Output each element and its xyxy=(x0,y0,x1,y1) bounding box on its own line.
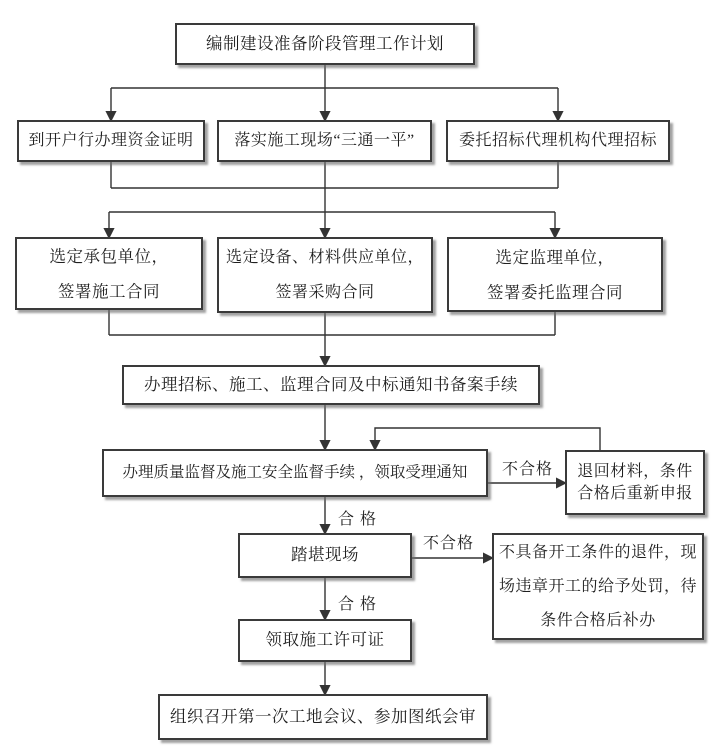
node-label: 办理质量监督及施工安全监督手续 ，领取受理通知 xyxy=(122,463,468,481)
node-label: 不具备开工条件的退件，现 xyxy=(498,543,697,561)
node-plan xyxy=(175,23,475,65)
node-label: 条件合格后补办 xyxy=(540,611,656,629)
node-supplier xyxy=(217,237,433,313)
node-label: 编制建设准备阶段管理工作计划 xyxy=(206,33,444,53)
edge-label-fail-1: 不合格 xyxy=(502,461,554,478)
node-site-survey xyxy=(238,533,412,578)
node-supervisor xyxy=(447,237,663,312)
node-permit xyxy=(238,619,412,662)
node-label: 选定监理单位， xyxy=(495,247,615,267)
edge-label-pass-1: 合 格 xyxy=(338,511,378,528)
node-site-ready xyxy=(217,120,432,162)
node-label: 签署施工合同 xyxy=(58,281,160,301)
node-label: 办理招标、施工、监理合同及中标通知书备案手续 xyxy=(144,374,518,394)
node-bidding-agent xyxy=(446,120,670,162)
node-label: 领取施工许可证 xyxy=(265,630,385,650)
node-label: 到开户行办理资金证明 xyxy=(28,132,194,150)
node-label: 踏堪现场 xyxy=(291,545,359,565)
edge-label-fail-2: 不合格 xyxy=(423,535,475,552)
node-contractor xyxy=(15,237,203,310)
node-label: 组织召开第一次工地会议、参加图纸会审 xyxy=(170,706,476,726)
node-label: 退回材料，条件 xyxy=(577,462,693,480)
node-reject-punish xyxy=(492,533,704,640)
node-label: 选定设备、材料供应单位， xyxy=(225,249,424,266)
node-label: 签署采购合同 xyxy=(275,284,375,301)
node-quality-safety xyxy=(102,449,488,497)
node-return-materials xyxy=(565,450,705,515)
node-label: 场违章开工的给予处罚，待 xyxy=(498,577,697,595)
node-label: 落实施工现场“三通一平” xyxy=(234,132,415,150)
node-fund-proof xyxy=(17,120,205,162)
node-label: 签署委托监理合同 xyxy=(487,282,623,302)
node-label: 合格后重新申报 xyxy=(577,484,693,502)
node-label: 选定承包单位， xyxy=(49,246,169,266)
edge-label-pass-2: 合 格 xyxy=(338,596,378,613)
node-record-filing xyxy=(122,365,540,405)
node-first-meeting xyxy=(158,694,488,740)
node-label: 委托招标代理机构代理招标 xyxy=(458,132,657,150)
